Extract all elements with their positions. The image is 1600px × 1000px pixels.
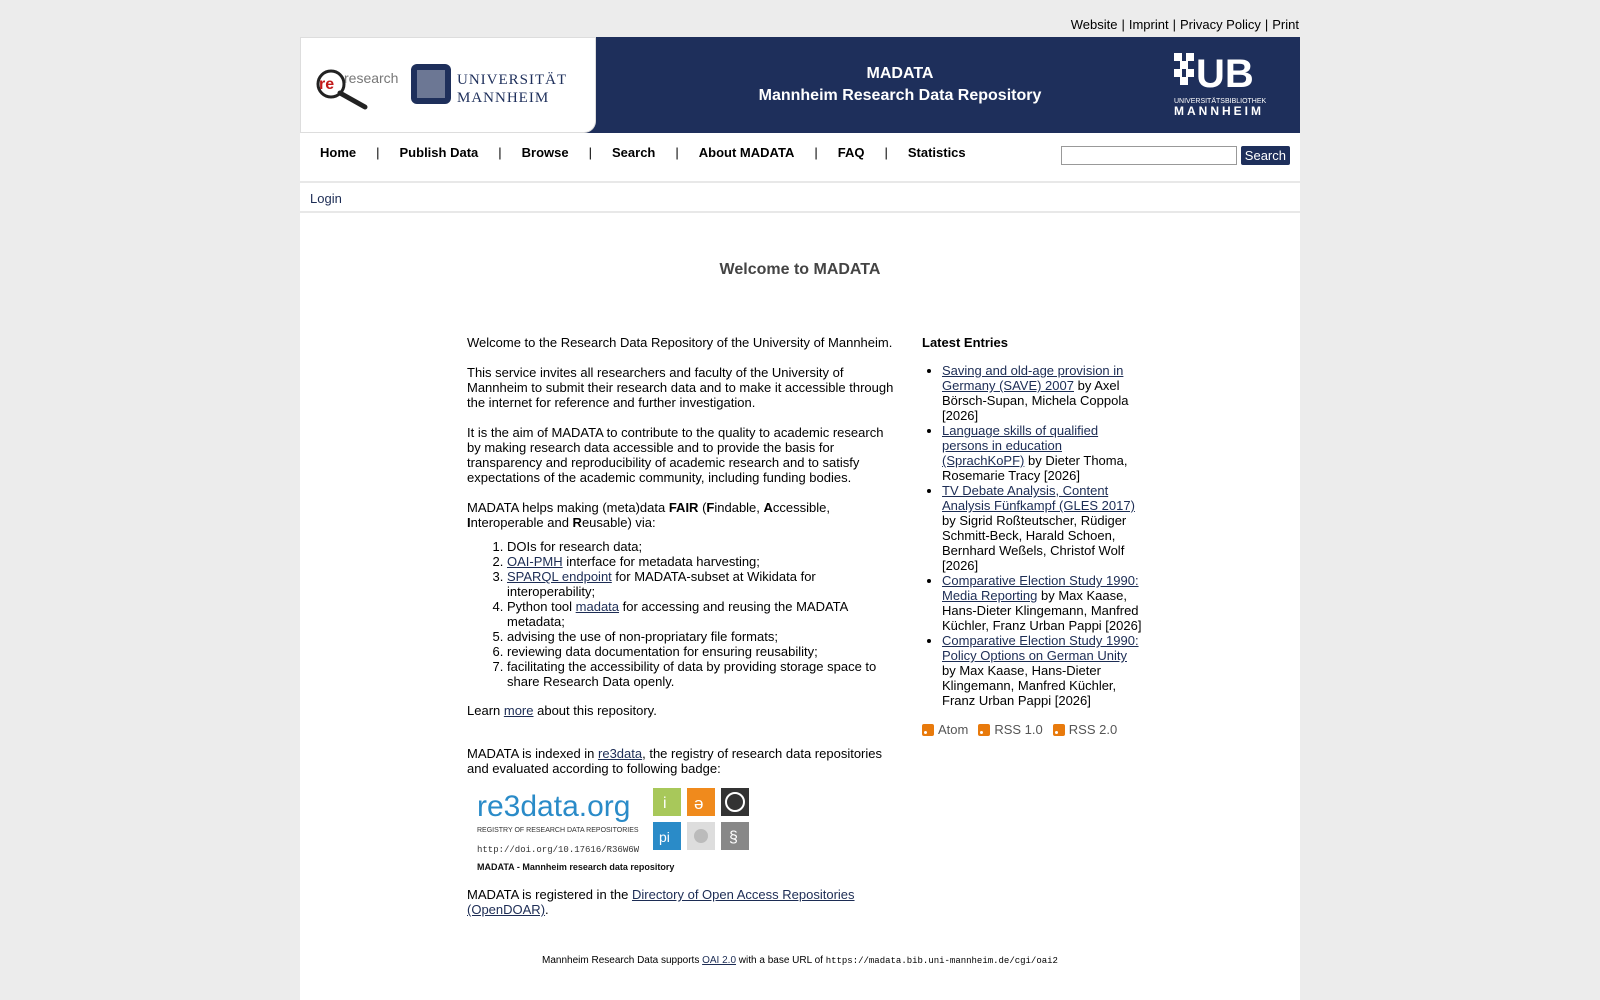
privacy-policy-link[interactable]: Privacy Policy bbox=[1179, 17, 1261, 32]
list-item: • Comparative Election Study 1990: Policy Options on German Unity by Max Kaase, Hans-Dieter Klingemann, Manfred Küchler, Franz Urban Pappi [2026] bbox=[942, 633, 1142, 708]
main-nav bbox=[300, 133, 1300, 183]
logo-box bbox=[300, 37, 596, 133]
re3data-badge[interactable] bbox=[475, 786, 755, 876]
svg-text:http://doi.org/10.17616/R36W6W: http://doi.org/10.17616/R36W6W bbox=[477, 845, 640, 855]
top-links: Website | Imprint | Privacy Policy | Print bbox=[1070, 17, 1299, 32]
list-item: 4. Python tool madata for accessing and reusing the MADATA metadata; bbox=[507, 599, 897, 629]
entry-link[interactable]: TV Debate Analysis, Content Analysis Fünfkampf (GLES 2017) bbox=[942, 483, 1135, 513]
latest-entries-title: Latest Entries bbox=[922, 335, 1008, 350]
fair-paragraph: MADATA helps making (meta)data FAIR (Findable, Accessible, Interoperable and Reusable) via: bbox=[467, 500, 830, 530]
print-link[interactable]: Print bbox=[1272, 17, 1299, 32]
svg-text:REGISTRY OF RESEARCH DATA REPO: REGISTRY OF RESEARCH DATA REPOSITORIES bbox=[477, 827, 639, 834]
intro-paragraph-3: It is the aim of MADATA to contribute to the quality to academic research by making research data accessible and to provide the basis for transparency and reproducibility of academic research and to satisfy expectations of the academic community, including funding bodies. bbox=[467, 425, 884, 485]
nav-browse[interactable]: Browse bbox=[521, 145, 569, 160]
feed-links bbox=[922, 722, 1142, 737]
indexed-paragraph: MADATA is indexed in re3data, the registry of research data repositories and evaluated according to following badge: bbox=[467, 746, 882, 776]
learn-more-paragraph: Learn more about this repository. bbox=[467, 703, 657, 718]
site-title-line2: Mannheim Research Data Repository bbox=[758, 87, 1042, 104]
page-title: Welcome to MADATA bbox=[719, 261, 881, 278]
sub-nav bbox=[300, 183, 1300, 213]
oai2-link[interactable]: OAI 2.0 bbox=[702, 955, 737, 966]
fair-list bbox=[507, 539, 897, 689]
svg-text:MANNHEIM: MANNHEIM bbox=[1174, 104, 1264, 118]
entry-link[interactable]: Saving and old-age provision in Germany (SAVE) 2007 bbox=[942, 363, 1124, 393]
svg-text:pi: pi bbox=[659, 829, 670, 845]
more-link[interactable]: more bbox=[503, 703, 534, 718]
feed-icon bbox=[978, 724, 990, 736]
latest-entries-list bbox=[942, 363, 1142, 708]
footer: Mannheim Research Data supports OAI 2.0 with a base URL of https://madata.bib.uni-mannheim.de/cgi/oai2 bbox=[542, 955, 1058, 966]
search-form bbox=[1061, 146, 1290, 165]
list-item: • Language skills of qualified persons in education (SprachKoPF) by Dieter Thoma, Rosemarie Tracy [2026] bbox=[942, 423, 1142, 483]
opendoar-paragraph: MADATA is registered in the Directory of Open Access Repositories (OpenDOAR). bbox=[467, 887, 855, 917]
rss2-feed[interactable]: RSS 2.0 bbox=[1053, 722, 1117, 737]
svg-text:UNIVERSITÄT: UNIVERSITÄT bbox=[457, 72, 568, 88]
list-item: • TV Debate Analysis, Content Analysis Fünfkampf (GLES 2017) by Sigrid Roßteutscher, Rüdiger Schmitt-Beck, Harald Schoen, Bernhard Weßels, Christof Wolf [2026] bbox=[942, 483, 1142, 573]
nav-faq[interactable]: FAQ bbox=[837, 145, 865, 160]
entry-link[interactable]: Language skills of qualified persons in education (SprachKoPF) bbox=[942, 423, 1099, 468]
svg-text:research: research bbox=[344, 70, 399, 86]
list-item: • Comparative Election Study 1990: Media Reporting by Max Kaase, Hans-Dieter Klingemann, Manfred Küchler, Franz Urban Pappi [2026] bbox=[942, 573, 1142, 633]
oai-pmh-link[interactable]: OAI-PMH bbox=[507, 554, 563, 569]
ub-logo[interactable] bbox=[1172, 49, 1267, 119]
svg-text:UNIVERSITÄTSBIBLIOTHEK: UNIVERSITÄTSBIBLIOTHEK bbox=[1174, 98, 1267, 105]
page-container bbox=[300, 37, 1300, 1000]
list-item: 1. DOIs for research data; bbox=[507, 539, 897, 554]
list-item: 2. OAI-PMH interface for metadata harvesting; bbox=[507, 554, 897, 569]
nav-statistics[interactable]: Statistics bbox=[907, 145, 966, 160]
oai-base-url: https://madata.bib.uni-mannheim.de/cgi/oai2 bbox=[825, 956, 1058, 966]
search-button[interactable]: Search bbox=[1241, 146, 1290, 165]
re3data-link[interactable]: re3data bbox=[598, 746, 643, 761]
feed-icon bbox=[922, 724, 934, 736]
nav-about[interactable]: About MADATA bbox=[698, 145, 795, 160]
madata-tool-link[interactable]: madata bbox=[575, 599, 620, 614]
list-item: 6. reviewing data documentation for ensuring reusability; bbox=[507, 644, 897, 659]
svg-text:i: i bbox=[663, 795, 667, 812]
research-logo[interactable] bbox=[315, 64, 399, 110]
intro-paragraph-1: Welcome to the Research Data Repository of the University of Mannheim. bbox=[467, 335, 893, 350]
svg-text:MANNHEIM: MANNHEIM bbox=[457, 90, 550, 106]
svg-text:UB: UB bbox=[1196, 52, 1254, 96]
nav-separator: | bbox=[588, 145, 593, 160]
nav-publish-data[interactable]: Publish Data bbox=[399, 145, 479, 160]
feed-icon bbox=[1053, 724, 1065, 736]
nav-separator: | bbox=[498, 145, 502, 160]
nav-separator: | bbox=[884, 145, 888, 160]
entry-link[interactable]: Comparative Election Study 1990: Policy Options on German Unity bbox=[942, 633, 1139, 663]
svg-text:MADATA - Mannheim research dat: MADATA - Mannheim research data repository bbox=[477, 862, 675, 872]
login-link[interactable]: Login bbox=[310, 191, 342, 206]
intro-paragraph-2: This service invites all researchers and faculty of the University of Mannheim to submit their research data and to make it accessible through the internet for reference and further investigation. bbox=[467, 365, 894, 410]
entry-link[interactable]: Comparative Election Study 1990: Media Reporting bbox=[942, 573, 1139, 603]
nav-separator: | bbox=[814, 145, 818, 160]
svg-text:ə: ə bbox=[694, 794, 704, 813]
nav-separator: | bbox=[376, 145, 380, 160]
site-title-line1: MADATA bbox=[866, 65, 934, 82]
list-item: 7. facilitating the accessibility of data by providing storage space to share Research Data openly. bbox=[507, 659, 897, 689]
header-banner bbox=[300, 37, 1300, 133]
latest-entries bbox=[922, 335, 1142, 737]
opendoar-link[interactable]: Directory of Open Access Repositories (OpenDOAR) bbox=[467, 887, 855, 917]
intro-column bbox=[467, 335, 897, 932]
svg-text:§: § bbox=[729, 829, 738, 846]
atom-feed[interactable]: Atom bbox=[922, 722, 968, 737]
website-link[interactable]: Website bbox=[1070, 17, 1118, 32]
site-title bbox=[720, 63, 1080, 107]
svg-text:re3data.org: re3data.org bbox=[477, 790, 631, 823]
nav-search[interactable]: Search bbox=[612, 145, 656, 160]
rss1-feed[interactable]: RSS 1.0 bbox=[978, 722, 1042, 737]
nav-home[interactable]: Home bbox=[320, 145, 357, 160]
list-item: 5. advising the use of non-propriatary file formats; bbox=[507, 629, 897, 644]
university-logo[interactable] bbox=[407, 58, 577, 112]
imprint-link[interactable]: Imprint bbox=[1128, 17, 1169, 32]
search-input[interactable] bbox=[1061, 146, 1237, 165]
svg-text:re: re bbox=[319, 76, 335, 93]
nav-separator: | bbox=[675, 145, 679, 160]
list-item: 3. SPARQL endpoint for MADATA-subset at Wikidata for interoperability; bbox=[507, 569, 897, 599]
sparql-link[interactable]: SPARQL endpoint bbox=[507, 569, 612, 584]
list-item: • Saving and old-age provision in Germany (SAVE) 2007 by Axel Börsch-Supan, Michela Coppola [2026] bbox=[942, 363, 1142, 423]
